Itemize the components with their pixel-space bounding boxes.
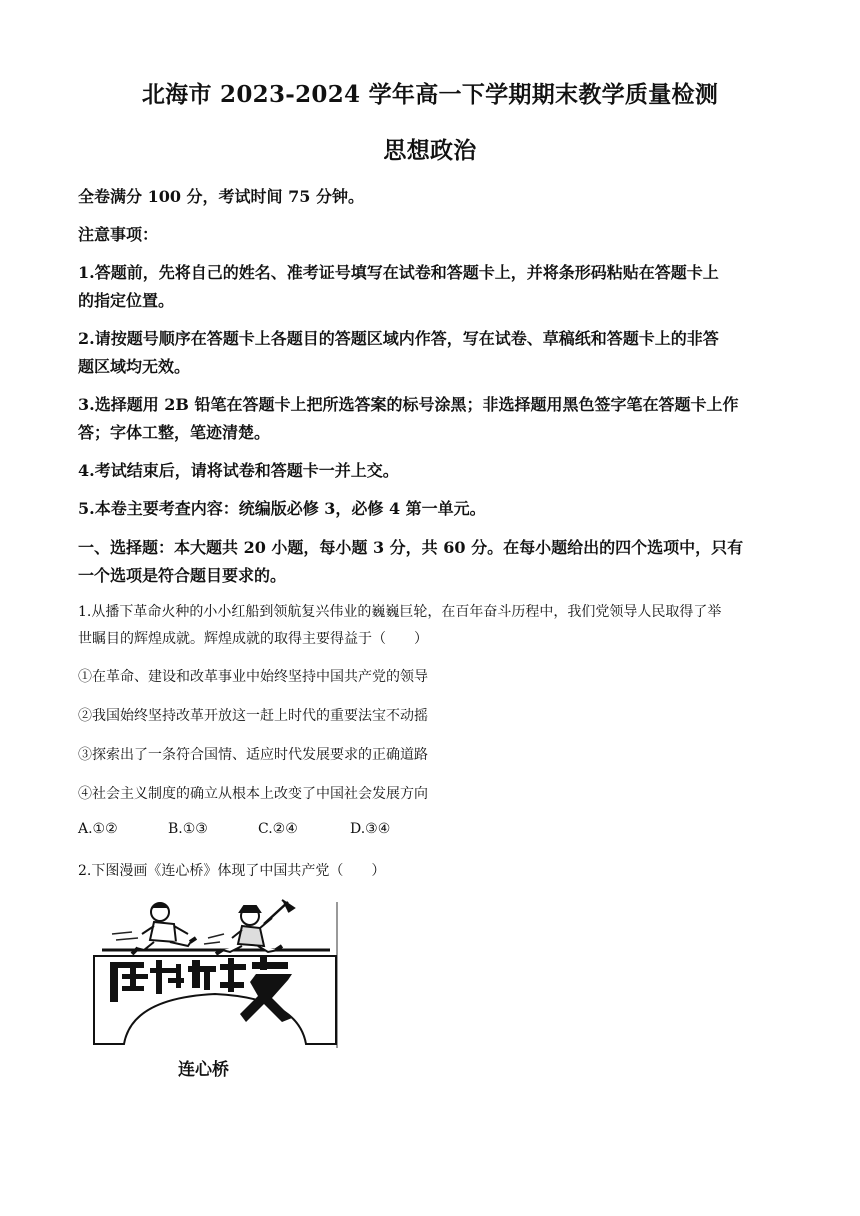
q1-option-b: B.①③	[168, 821, 208, 837]
right-figure	[216, 900, 294, 954]
q1-statement-2: ②我国始终坚持改革开放这一赶上时代的重要法宝不动摇	[78, 708, 428, 724]
lianxinqiao-comic	[92, 898, 342, 1050]
note-2-line-2: 题区域均无效。	[78, 357, 191, 376]
note-5: 5.本卷主要考查内容：统编版必修 3，必修 4 第一单元。	[78, 499, 486, 518]
subject-title: 思想政治	[383, 137, 477, 164]
q2-stem: 2.下图漫画《连心桥》体现了中国共产党（ ）	[78, 863, 386, 879]
note-2-line-1: 2.请按题号顺序在答题卡上各题目的答题区域内作答，写在试卷、草稿纸和答题卡上的非答	[78, 329, 719, 348]
note-1-line-2: 的指定位置。	[78, 291, 175, 310]
note-4: 4.考试结束后，请将试卷和答题卡一并上交。	[78, 461, 399, 480]
section-heading-line-2: 一个选项是符合题目要求的。	[78, 566, 287, 585]
note-3-line-2: 答；字体工整，笔迹清楚。	[78, 423, 271, 442]
q1-option-d: D.③④	[350, 821, 391, 837]
q1-option-c: C.②④	[258, 821, 298, 837]
score-line: 全卷满分 100 分，考试时间 75 分钟。	[78, 187, 364, 206]
left-figure	[132, 903, 196, 954]
q1-statement-3: ③探索出了一条符合国情、适应时代发展要求的正确道路	[78, 747, 428, 763]
q1-option-a: A.①②	[78, 821, 118, 837]
notice-heading: 注意事项：	[78, 225, 159, 244]
exam-title: 北海市 2023-2024 学年高一下学期期末教学质量检测	[141, 81, 719, 108]
section-heading-line-1: 一、选择题：本大题共 20 小题，每小题 3 分，共 60 分。在每小题给出的四个选项中，只有	[78, 538, 744, 557]
note-1-line-1: 1.答题前，先将自己的姓名、准考证号填写在试卷和答题卡上，并将条形码粘贴在答题卡上	[78, 263, 719, 282]
q1-stem-line-2: 世瞩目的辉煌成就。辉煌成就的取得主要得益于（ ）	[78, 631, 428, 647]
q1-statement-1: ①在革命、建设和改革事业中始终坚持中国共产党的领导	[78, 669, 428, 685]
q1-stem-line-1: 1.从播下革命火种的小小红船到领航复兴伟业的巍巍巨轮，在百年奋斗历程中，我们党领导人民取得了举	[78, 604, 722, 620]
q1-statement-4: ④社会主义制度的确立从根本上改变了中国社会发展方向	[78, 786, 428, 802]
note-3-line-1: 3.选择题用 2B 铅笔在答题卡上把所选答案的标号涂黑；非选择题用黑色签字笔在答题卡上作	[78, 395, 739, 414]
comic-caption: 连心桥	[178, 1060, 229, 1080]
